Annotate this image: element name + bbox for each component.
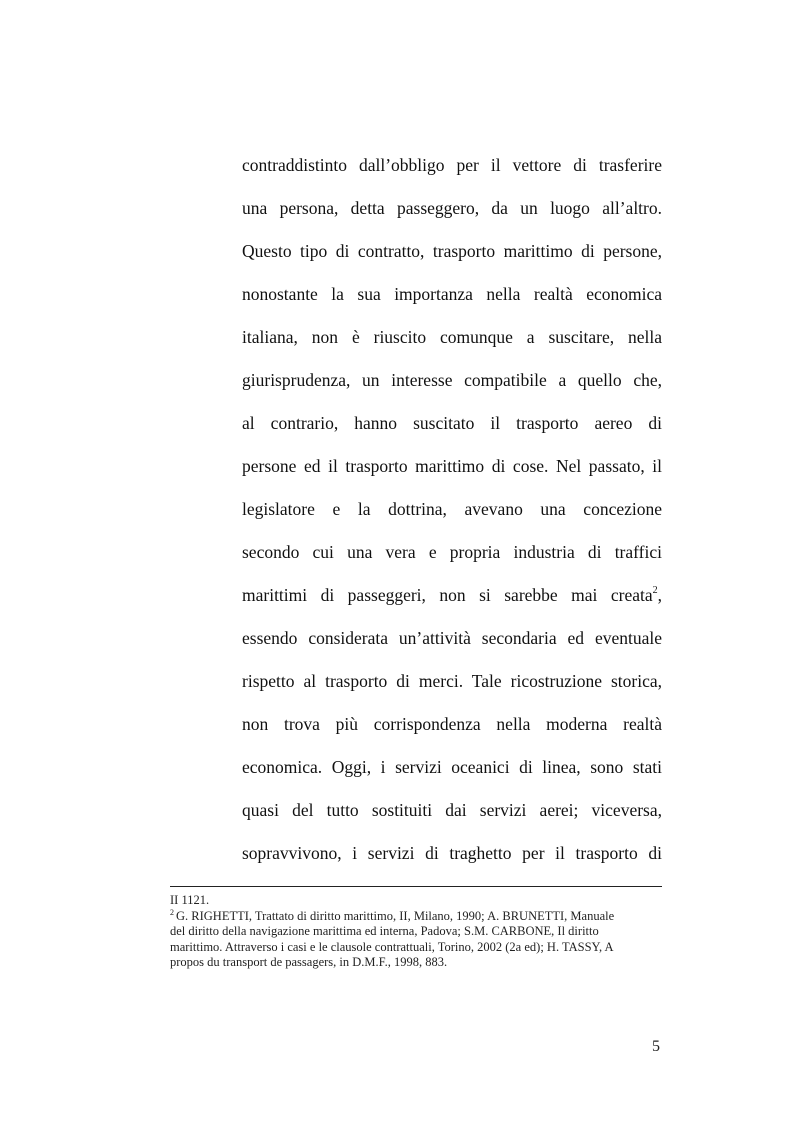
body-line: legislatore e la dottrina, avevano una concezione <box>242 499 662 519</box>
footnote-2-text: G. RIGHETTI, Trattato di diritto marittimo, II, Milano, 1990; A. BRUNETTI, Manuale <box>176 908 615 923</box>
body-text <box>242 150 662 881</box>
footnote-carryover: II 1121. <box>170 893 210 907</box>
body-line: essendo considerata un’attività secondaria ed eventuale <box>242 628 662 648</box>
footnote-2-line <box>170 909 662 925</box>
footnote-separator <box>170 886 662 887</box>
footnotes <box>170 893 662 971</box>
footnote-2-line: del diritto della navigazione marittima ed interna, Padova; S.M. CARBONE, Il diritto <box>170 924 599 938</box>
body-line: non trova più corrispondenza nella moderna realtà <box>242 714 662 734</box>
footnote-2-marker: 2 <box>170 907 174 917</box>
footnote-2-line: propos du transport de passagers, in D.M.F., 1998, 883. <box>170 955 448 969</box>
body-line: secondo cui una vera e propria industria di traffici <box>242 542 662 562</box>
body-line: una persona, detta passeggero, da un luogo all’altro. <box>242 198 662 218</box>
body-line: italiana, non è riuscito comunque a suscitare, nella <box>242 327 662 347</box>
body-line: giurisprudenza, un interesse compatibile a quello che, <box>242 370 662 390</box>
body-line: Questo tipo di contratto, trasporto marittimo di persone, <box>242 241 662 261</box>
body-line: rispetto al trasporto di merci. Tale ricostruzione storica, <box>242 671 662 691</box>
body-line: persone ed il trasporto marittimo di cose. Nel passato, il <box>242 456 662 476</box>
body-line-text: marittimi di passeggeri, non si sarebbe mai creata <box>242 585 653 605</box>
body-line: economica. Oggi, i servizi oceanici di linea, sono stati <box>242 757 662 777</box>
body-line: nonostante la sua importanza nella realtà economica <box>242 284 662 304</box>
page-number: 5 <box>652 1038 660 1055</box>
body-line-with-footnote <box>242 580 662 623</box>
body-line: sopravvivono, i servizi di traghetto per il trasporto di <box>242 843 662 863</box>
footnote-2-line: marittimo. Attraverso i casi e le clausole contrattuali, Torino, 2002 (2a ed); H. TASSY, A <box>170 939 614 954</box>
body-line: contraddistinto dall’obbligo per il vettore di trasferire <box>242 155 662 175</box>
body-line: al contrario, hanno suscitato il trasporto aereo di <box>242 413 662 433</box>
footnote-reference[interactable]: 2 <box>652 585 658 596</box>
body-line-punctuation: , <box>657 585 662 605</box>
body-line: quasi del tutto sostituiti dai servizi aerei; viceversa, <box>242 800 662 820</box>
